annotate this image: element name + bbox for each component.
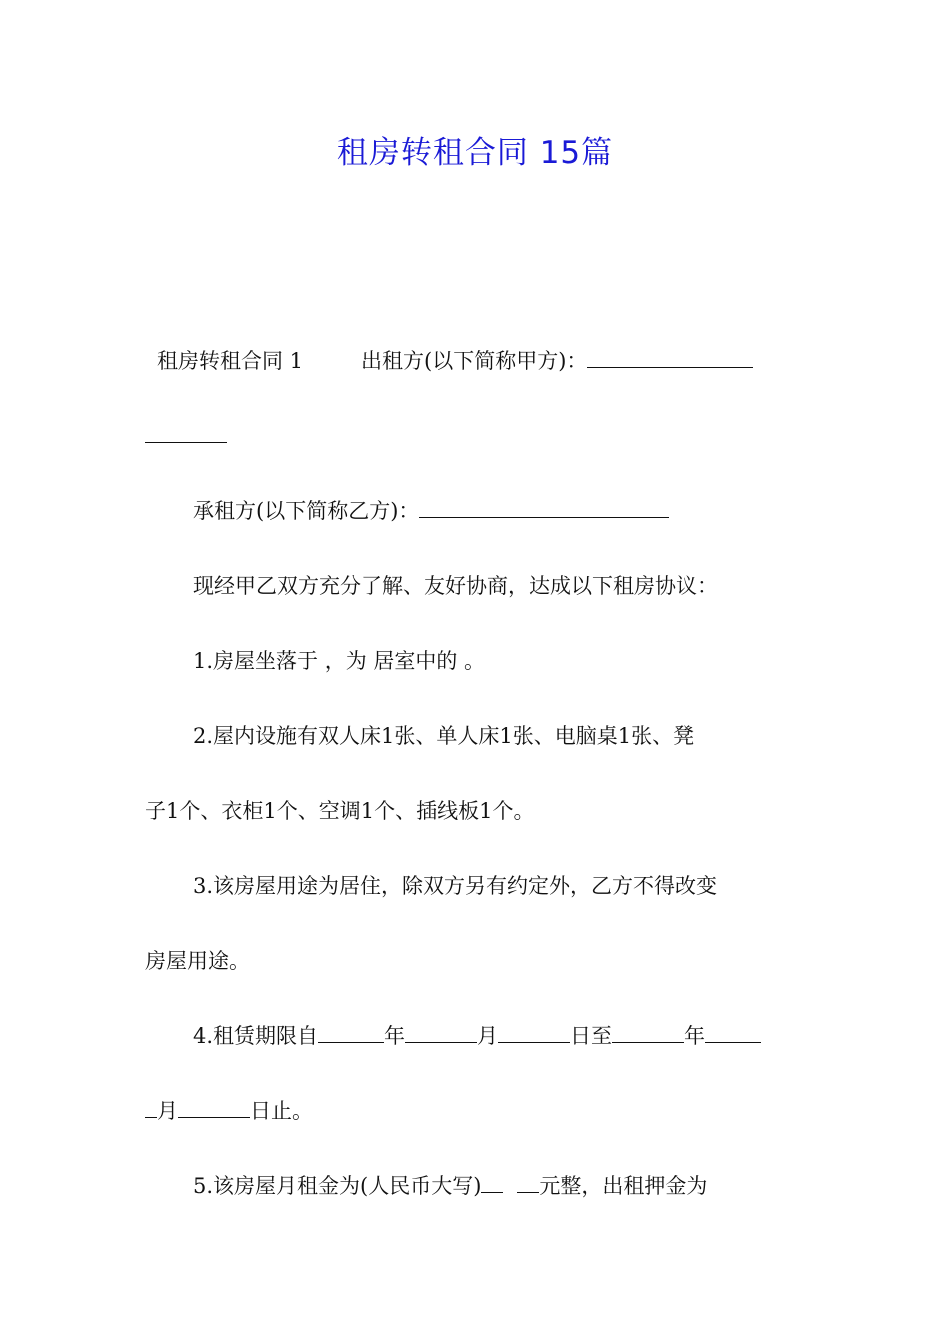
end-month-blank-continuation <box>145 1091 157 1118</box>
start-year-unit: 年 <box>384 1024 406 1048</box>
party-a-blank-end <box>145 416 227 443</box>
clause-2-line-2: 子1个、衣柜1个、空调1个、插线板1个。 <box>145 799 535 823</box>
contract-number-label: 租房转租合同 1 <box>157 349 304 373</box>
clause-3-line-1: 3.该房屋用途为居住，除双方另有约定外，乙方不得改变 <box>193 874 718 898</box>
start-day-blank <box>498 1016 570 1043</box>
clause-4-line-1 <box>193 1016 810 1056</box>
end-month-blank <box>705 1016 761 1043</box>
rent-blank-b <box>517 1166 539 1193</box>
paragraph-party-b <box>193 491 810 531</box>
lease-period-label: 4.租赁期限自 <box>193 1024 319 1048</box>
clause-3-line-2: 房屋用途。 <box>145 949 250 973</box>
end-day-unit: 日止。 <box>250 1099 313 1123</box>
party-b-label: 承租方(以下简称乙方)： <box>193 499 420 523</box>
rent-unit-and-deposit-label: 元整，出租押金为 <box>539 1174 708 1198</box>
paragraph-party-a <box>157 341 812 381</box>
start-month-blank <box>405 1016 477 1043</box>
start-month-unit: 月 <box>477 1024 499 1048</box>
clause-4-line-2 <box>145 1091 810 1131</box>
start-day-unit: 日至 <box>570 1024 613 1048</box>
clause-5-line-1 <box>193 1166 810 1206</box>
party-a-blank-continuation <box>145 416 810 456</box>
clause-2-line-1: 2.屋内设施有双人床1张、单人床1张、电脑桌1张、凳 <box>193 724 695 748</box>
start-year-blank <box>318 1016 384 1043</box>
end-year-unit: 年 <box>684 1024 706 1048</box>
end-month-unit: 月 <box>157 1099 178 1123</box>
party-b-blank <box>419 491 669 518</box>
rent-blank-a <box>481 1166 503 1193</box>
party-a-blank <box>587 341 753 368</box>
rent-label: 5.该房屋月租金为(人民币大写) <box>193 1174 482 1198</box>
clause-1: 1.房屋坐落于 ，为 居室中的 。 <box>193 649 486 673</box>
end-day-blank <box>178 1091 250 1118</box>
end-year-blank <box>612 1016 684 1043</box>
party-a-label: 出租方(以下简称甲方)： <box>361 349 588 373</box>
document-title: 租房转租合同 15篇 <box>336 135 614 171</box>
paragraph-intro: 现经甲乙双方充分了解、友好协商，达成以下租房协议： <box>193 574 718 598</box>
